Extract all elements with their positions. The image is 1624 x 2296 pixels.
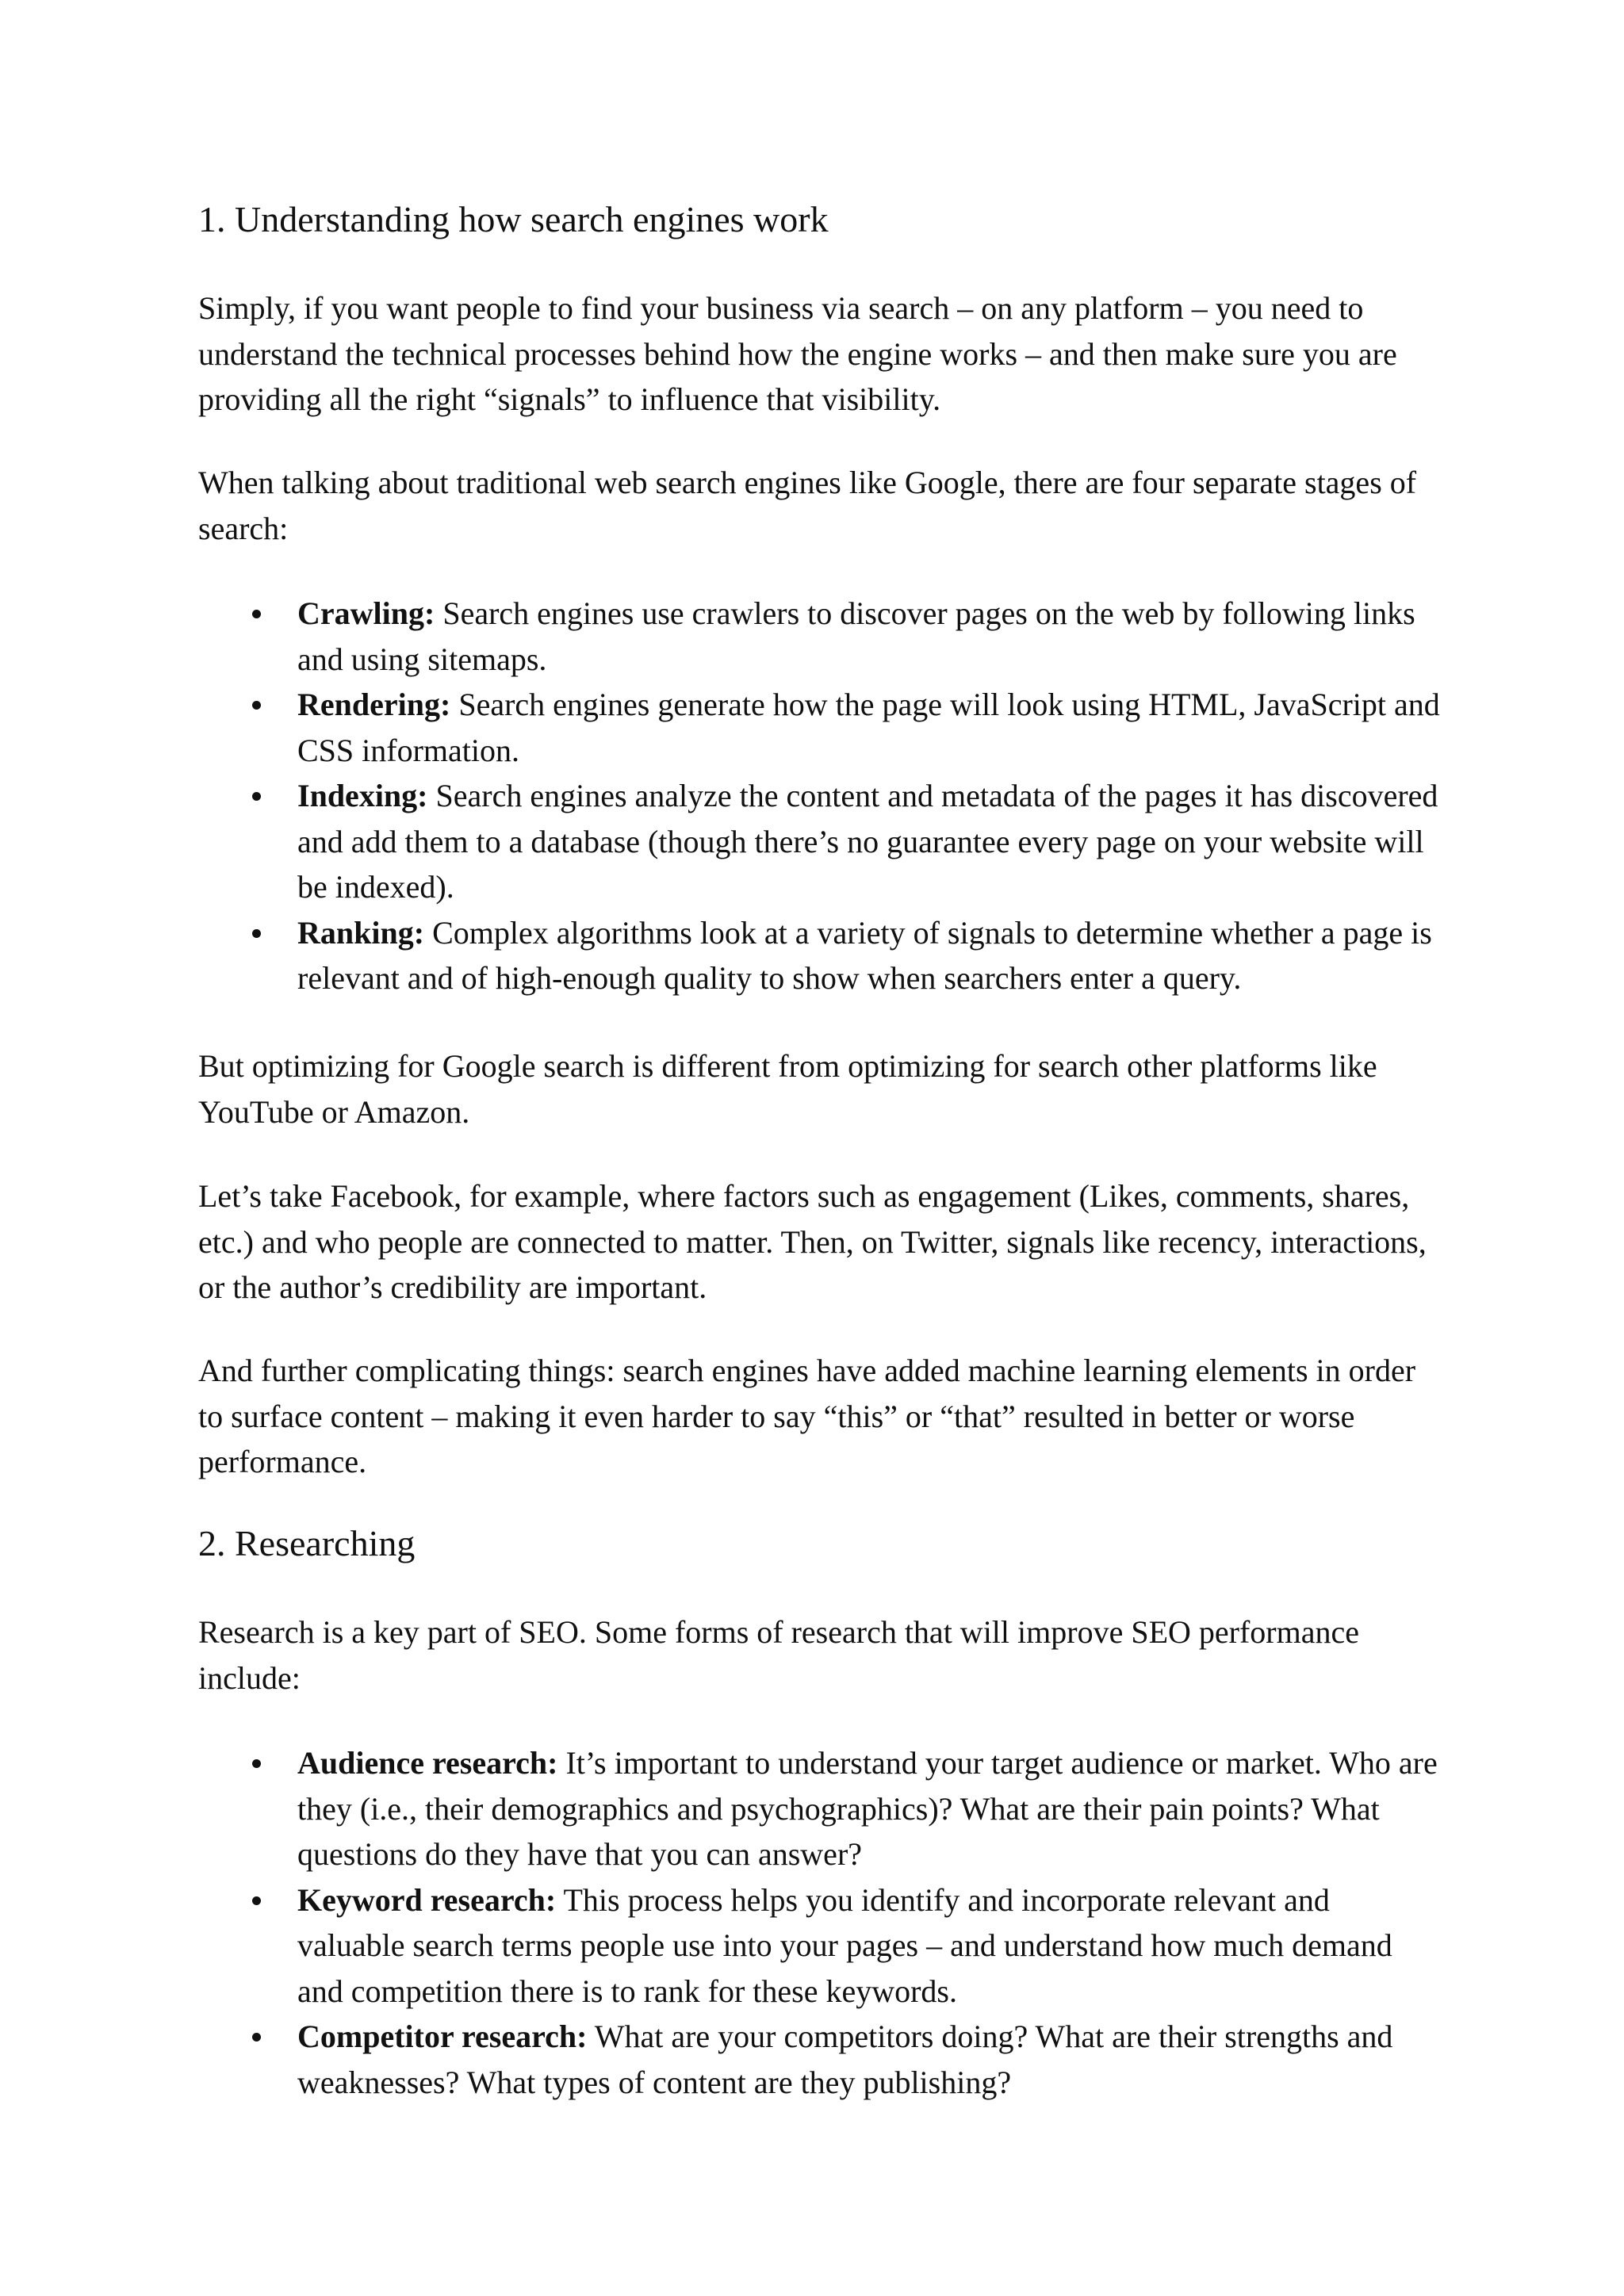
description-rendering: Search engines generate how the page will look using HTML, JavaScript and CSS information. [297, 687, 1440, 768]
description-indexing: Search engines analyze the content and metadata of the pages it has discovered and add them to a database (though there’s no guarantee every page on your website will be indexed). [297, 778, 1438, 905]
paragraph-platforms: But optimizing for Google search is different from optimizing for search other platforms like YouTube or Amazon. [198, 1048, 1377, 1130]
list-item-ranking [198, 910, 1443, 1001]
description-competitor-research: What are your competitors doing? What are their strengths and weaknesses? What types of content are they publishing? [297, 2019, 1393, 2100]
list-item-rendering [198, 682, 1443, 773]
bullet-icon [252, 2033, 261, 2042]
paragraph-social: Let’s take Facebook, for example, where factors such as engagement (Likes, comments, shares, etc.) and who people are connected to matter. Then, on Twitter, signals like recency, interactions, or the author’s credibility are important. [198, 1178, 1427, 1305]
description-audience-research: It’s important to understand your target audience or market. Who are they (i.e., their demographics and psychographics)? What are their pain points? What questions do they have that you can answer? [297, 1745, 1438, 1872]
list-item-indexing [198, 773, 1443, 910]
term-competitor-research: Competitor research: [297, 2019, 588, 2054]
research-list [198, 1740, 1443, 2105]
bullet-icon [252, 701, 261, 710]
term-indexing: Indexing: [297, 778, 428, 813]
paragraph-intro: Simply, if you want people to find your business via search – on any platform – you need to understand the technical processes behind how the engine works – and then make sure you are providing all the right “signals” to influence that visibility. [198, 290, 1397, 417]
term-audience-research: Audience research: [297, 1745, 558, 1781]
paragraph-stages-intro: When talking about traditional web search engines like Google, there are four separate stages of search: [198, 465, 1417, 546]
term-rendering: Rendering: [297, 687, 451, 722]
term-ranking: Ranking: [297, 914, 425, 951]
bullet-icon [252, 1896, 261, 1905]
description-keyword-research: This process helps you identify and incorporate relevant and valuable search terms people use into your pages – and understand how much demand and competition there is to rank for these keywords. [297, 1881, 1392, 2009]
bullet-icon [252, 792, 261, 801]
list-item-audience-research [198, 1740, 1443, 1877]
description-crawling: Search engines use crawlers to discover pages on the web by following links and using sitemaps. [297, 595, 1415, 677]
paragraph-research-intro: Research is a key part of SEO. Some forms of research that will improve SEO performance include: [198, 1614, 1359, 1696]
section-heading-search-engines: 1. Understanding how search engines work [198, 199, 829, 239]
bullet-icon [252, 610, 261, 618]
list-item-crawling [198, 591, 1443, 682]
term-crawling: Crawling: [297, 595, 435, 631]
list-item-keyword-research [198, 1877, 1443, 2015]
section-heading-researching: 2. Researching [198, 1523, 416, 1563]
bullet-icon [252, 929, 261, 938]
stages-list [198, 591, 1443, 1001]
list-item-competitor-research [198, 2014, 1443, 2105]
description-ranking: Complex algorithms look at a variety of signals to determine whether a page is relevant and of high-enough quality to show when searchers enter a query. [297, 914, 1432, 996]
paragraph-machine-learning: And further complicating things: search engines have added machine learning elements in order to surface content – making it even harder to say “this” or “that” resulted in better or worse performance. [198, 1353, 1416, 1479]
bullet-icon [252, 1759, 261, 1768]
term-keyword-research: Keyword research: [297, 1881, 557, 1918]
